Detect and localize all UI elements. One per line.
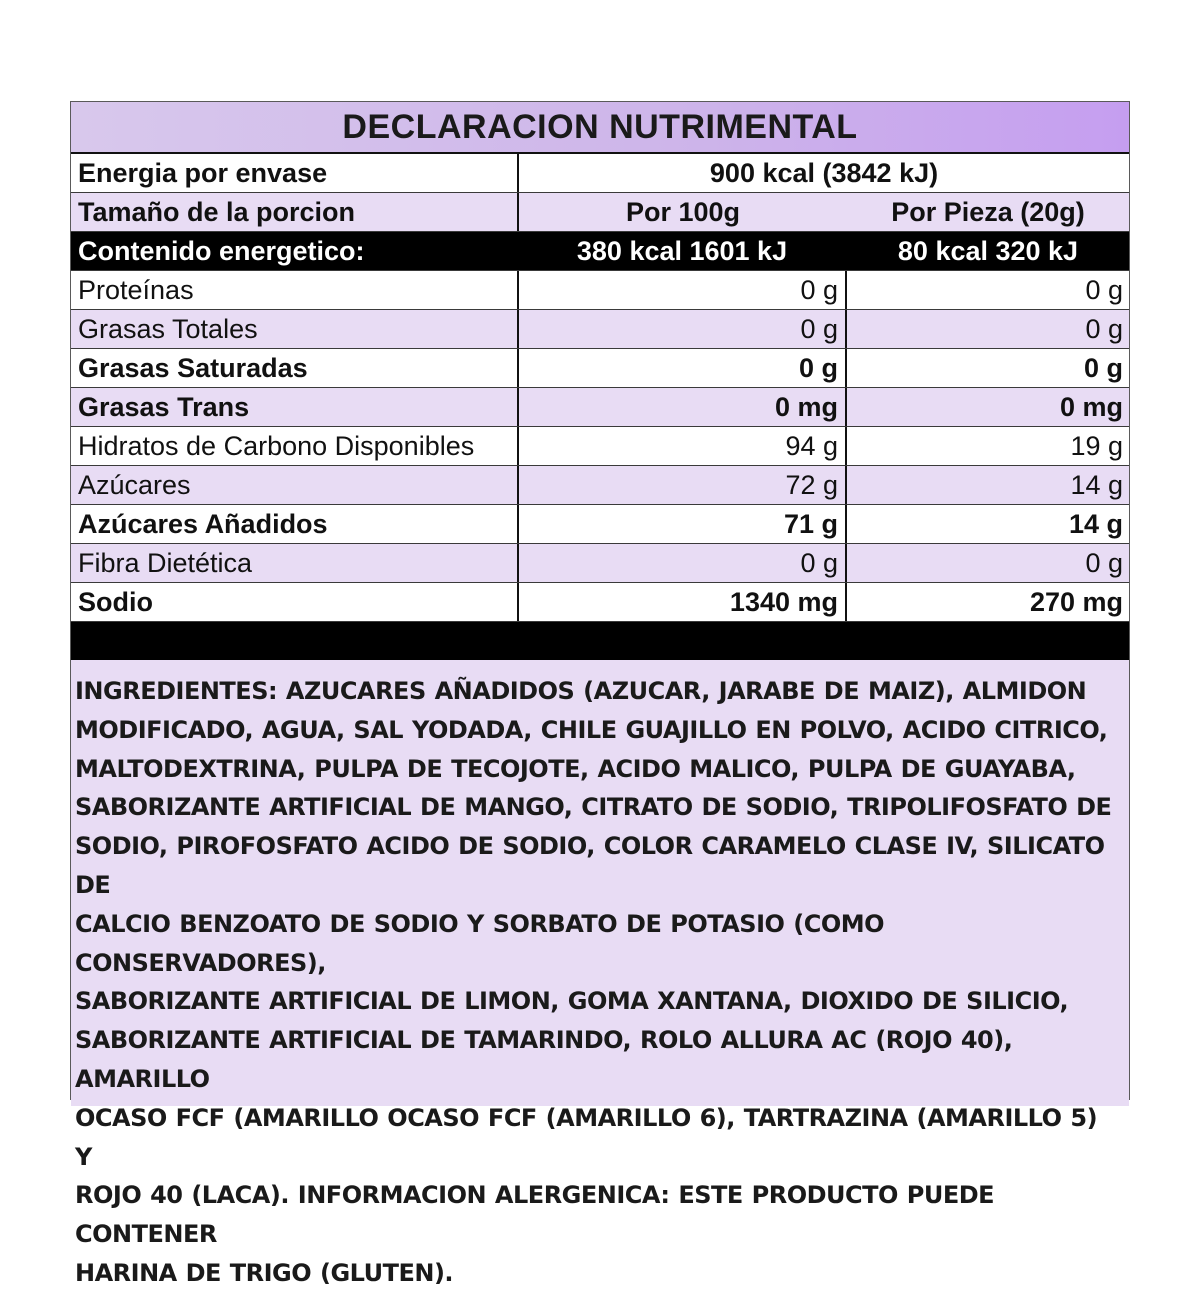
nutrient-label: Grasas Totales <box>71 310 519 348</box>
nutrient-label: Grasas Trans <box>71 388 519 426</box>
nutrient-per-piece: 0 g <box>1085 274 1123 305</box>
ingredients-line: CALCIO BENZOATO DE SODIO Y SORBATO DE POTASIO (COMO CONSERVADORES), <box>75 909 885 977</box>
nutrient-table <box>71 271 1129 622</box>
nutrient-per-100g: 0 g <box>519 544 847 582</box>
nutrient-row <box>71 544 1129 583</box>
nutrient-per-100g: 0 g <box>519 310 847 348</box>
nutrient-per-piece: 14 g <box>1068 508 1123 539</box>
nutrient-row <box>71 310 1129 349</box>
nutrient-per-100g: 0 mg <box>519 388 847 426</box>
label-title: DECLARACION NUTRIMENTAL <box>71 102 1129 154</box>
ingredients-line: HARINA DE TRIGO (GLUTEN). <box>75 1258 454 1287</box>
energy-per-package-row <box>71 154 1129 193</box>
nutrient-label: Proteínas <box>71 271 519 309</box>
nutrient-label: Sodio <box>71 583 519 621</box>
nutrient-per-piece: 0 g <box>1083 352 1123 383</box>
ingredients-block <box>71 660 1129 1287</box>
ingredients-line: ROJO 40 (LACA). INFORMACION ALERGENICA: ESTE PRODUCTO PUEDE CONTENER <box>75 1181 995 1249</box>
energy-content-per-100g: 380 kcal 1601 kJ <box>519 232 847 270</box>
nutrient-per-100g: 0 g <box>519 271 847 309</box>
nutrition-label <box>70 101 1130 1287</box>
energy-per-package-label: Energia por envase <box>71 154 519 192</box>
nutrient-per-100g: 0 g <box>519 349 847 387</box>
separator-bar <box>71 622 1129 660</box>
nutrient-label: Fibra Dietética <box>71 544 519 582</box>
ingredients-line: SODIO, PIROFOSFATO ACIDO DE SODIO, COLOR CARAMELO CLASE IV, SILICATO DE <box>75 832 1105 899</box>
nutrient-row <box>71 349 1129 388</box>
ingredients-line: MODIFICADO, AGUA, SAL YODADA, CHILE GUAJILLO EN POLVO, ACIDO CITRICO, <box>75 715 1108 744</box>
energy-content-row <box>71 232 1129 271</box>
per-100g-header: Por 100g <box>625 196 741 227</box>
nutrient-per-100g: 72 g <box>519 466 847 504</box>
ingredients-line: SABORIZANTE ARTIFICIAL DE TAMARINDO, ROLO ALLURA AC (ROJO 40), AMARILLO <box>75 1026 1013 1093</box>
ingredients-line: OCASO FCF (AMARILLO OCASO FCF (AMARILLO 6), TARTRAZINA (AMARILLO 5) Y <box>75 1103 1098 1171</box>
ingredients-line: SABORIZANTE ARTIFICIAL DE MANGO, CITRATO DE SODIO, TRIPOLIFOSFATO DE <box>75 793 1112 822</box>
ingredients-line: INGREDIENTES: AZUCARES AÑADIDOS (AZUCAR, JARABE DE MAIZ), ALMIDON <box>75 677 1087 705</box>
nutrient-per-piece: 0 g <box>1085 547 1123 578</box>
energy-content-per-piece: 80 kcal 320 kJ <box>897 235 1079 266</box>
nutrient-label: Grasas Saturadas <box>71 349 519 387</box>
ingredients-line: MALTODEXTRINA, PULPA DE TECOJOTE, ACIDO MALICO, PULPA DE GUAYABA, <box>75 754 1076 783</box>
nutrient-label: Azúcares <box>71 466 519 504</box>
nutrient-row <box>71 388 1129 427</box>
nutrient-row <box>71 427 1129 466</box>
nutrient-row <box>71 271 1129 310</box>
nutrient-row <box>71 466 1129 505</box>
nutrient-per-piece: 0 mg <box>1059 391 1123 422</box>
nutrient-label: Azúcares Añadidos <box>71 505 519 543</box>
ingredients-line: SABORIZANTE ARTIFICIAL DE LIMON, GOMA XANTANA, DIOXIDO DE SILICIO, <box>75 987 1069 1016</box>
energy-per-package-value: 900 kcal (3842 kJ) <box>709 157 939 188</box>
nutrient-per-100g: 1340 mg <box>519 583 847 621</box>
energy-content-label: Contenido energetico: <box>71 232 519 270</box>
nutrient-per-100g: 94 g <box>519 427 847 465</box>
per-piece-header: Por Pieza (20g) <box>891 196 1085 227</box>
nutrient-row <box>71 505 1129 544</box>
nutrient-per-piece: 270 mg <box>1029 586 1123 617</box>
serving-size-header-row <box>71 193 1129 232</box>
serving-size-label: Tamaño de la porcion <box>71 193 519 231</box>
nutrient-label: Hidratos de Carbono Disponibles <box>71 427 519 465</box>
nutrient-row <box>71 583 1129 622</box>
nutrient-per-piece: 19 g <box>1070 430 1123 461</box>
nutrient-per-100g: 71 g <box>519 505 847 543</box>
nutrient-per-piece: 14 g <box>1070 469 1123 500</box>
nutrient-per-piece: 0 g <box>1085 313 1123 344</box>
